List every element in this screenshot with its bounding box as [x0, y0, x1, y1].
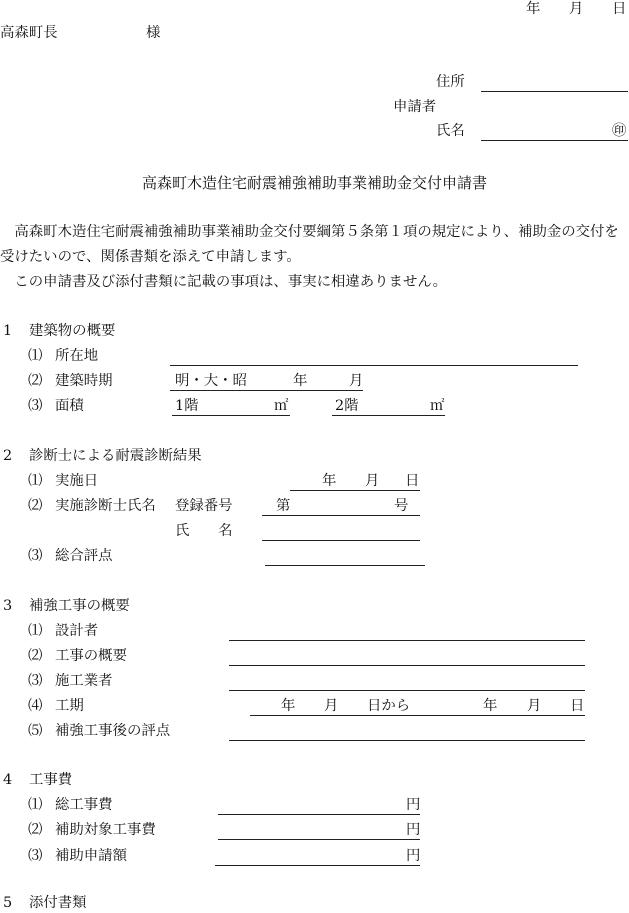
start-day-unit: 日から	[367, 698, 411, 714]
registration-suffix: 号	[394, 498, 409, 514]
works-period-field	[250, 697, 585, 716]
yen-unit: 円	[406, 797, 421, 813]
year-unit: 年	[293, 373, 308, 389]
total-cost-label: 総工事費	[55, 797, 113, 813]
eligible-cost-label: 補助対象工事費	[55, 822, 156, 838]
item-number: ⑷	[28, 698, 43, 714]
total-score-field	[265, 547, 425, 566]
floor2-area-field	[332, 397, 445, 416]
requested-amount-field	[215, 847, 420, 866]
name-label: 氏名	[436, 123, 465, 139]
body-line: 高森町木造住宅耐震補強補助事業補助金交付要綱第５条第１項の規定により、補助金の交付を	[0, 224, 619, 240]
body-line: この申請書及び添付書類に記載の事項は、事実に相違ありません。	[0, 274, 447, 290]
registration-number-field	[262, 497, 420, 516]
diagnosis-date-field	[290, 472, 420, 491]
eligible-cost-field	[218, 821, 420, 840]
diagnosis-date-label: 実施日	[55, 473, 99, 489]
date-year-label: 年	[526, 1, 541, 17]
designer-label: 設計者	[55, 623, 99, 639]
month-unit: 月	[349, 373, 364, 389]
floor2-label: 2階	[335, 398, 359, 414]
total-score-label: 総合評点	[55, 548, 113, 564]
inspector-name-field	[262, 522, 420, 541]
works-summary-label: 工事の概要	[55, 648, 127, 664]
item-number: ⑵	[28, 822, 43, 838]
addressee-honorific: 様	[146, 25, 161, 41]
location-field	[170, 347, 578, 366]
section-heading-diagnosis: 診断士による耐震診断結果	[29, 448, 202, 464]
post-works-score-label: 補強工事後の評点	[55, 723, 171, 739]
addressee-name: 高森町長	[0, 25, 58, 41]
post-works-score-field	[229, 722, 585, 741]
yen-unit: 円	[406, 848, 421, 864]
item-number: ⑸	[28, 723, 43, 739]
item-number: ⑶	[28, 548, 43, 564]
end-year-unit: 年	[483, 698, 498, 714]
item-number: ⑴	[28, 623, 43, 639]
section-number: 5	[3, 895, 13, 911]
date-day-label: 日	[612, 1, 627, 17]
area-unit: ㎡	[430, 398, 445, 414]
address-field	[481, 73, 628, 92]
registration-label: 登録番号	[175, 498, 233, 514]
item-number: ⑶	[28, 848, 43, 864]
built-period-label: 建築時期	[55, 373, 113, 389]
item-number: ⑶	[28, 673, 43, 689]
section-heading-attachments: 添付書類	[29, 895, 87, 911]
section-number: 1	[3, 323, 13, 339]
item-number: ⑵	[28, 373, 43, 389]
address-label: 住所	[436, 74, 465, 90]
section-heading-building: 建築物の概要	[29, 323, 116, 339]
designer-field	[229, 622, 585, 641]
built-period-field	[170, 372, 363, 391]
document-title: 高森町木造住宅耐震補強補助事業補助金交付申請書	[141, 174, 487, 192]
item-number: ⑴	[28, 348, 43, 364]
start-year-unit: 年	[281, 698, 296, 714]
works-summary-field	[229, 647, 585, 666]
floor1-area-field	[172, 397, 290, 416]
start-month-unit: 月	[324, 698, 339, 714]
seal-mark: ㊞	[612, 123, 627, 139]
registration-prefix: 第	[276, 498, 291, 514]
applicant-label: 申請者	[393, 99, 437, 115]
item-number: ⑵	[28, 648, 43, 664]
section-heading-works: 補強工事の概要	[29, 598, 130, 614]
section-number: 3	[3, 598, 13, 614]
section-number: 4	[3, 772, 13, 788]
item-number: ⑴	[28, 473, 43, 489]
yen-unit: 円	[406, 822, 421, 838]
end-month-unit: 月	[527, 698, 542, 714]
end-day-unit: 日	[570, 698, 585, 714]
year-unit: 年	[322, 473, 337, 489]
works-period-label: 工期	[55, 698, 84, 714]
section-heading-cost: 工事費	[29, 772, 73, 788]
era-options: 明・大・昭	[175, 373, 247, 389]
item-number: ⑵	[28, 498, 43, 514]
area-unit: ㎡	[274, 398, 289, 414]
date-month-label: 月	[569, 1, 584, 17]
inspector-name-label: 氏 名	[175, 523, 233, 539]
item-number: ⑴	[28, 797, 43, 813]
floor1-label: 1階	[175, 398, 199, 414]
floor-area-label: 面積	[55, 398, 84, 414]
item-number: ⑶	[28, 398, 43, 414]
day-unit: 日	[405, 473, 420, 489]
inspector-label: 実施診断士氏名	[55, 498, 156, 514]
total-cost-field	[218, 796, 420, 815]
body-line: 受けたいので、関係書類を添えて申請します。	[0, 249, 301, 265]
contractor-field	[229, 672, 585, 691]
section-number: 2	[3, 448, 13, 464]
location-label: 所在地	[55, 348, 99, 364]
contractor-label: 施工業者	[55, 673, 113, 689]
month-unit: 月	[365, 473, 380, 489]
requested-amount-label: 補助申請額	[55, 848, 127, 864]
name-field	[481, 122, 628, 141]
